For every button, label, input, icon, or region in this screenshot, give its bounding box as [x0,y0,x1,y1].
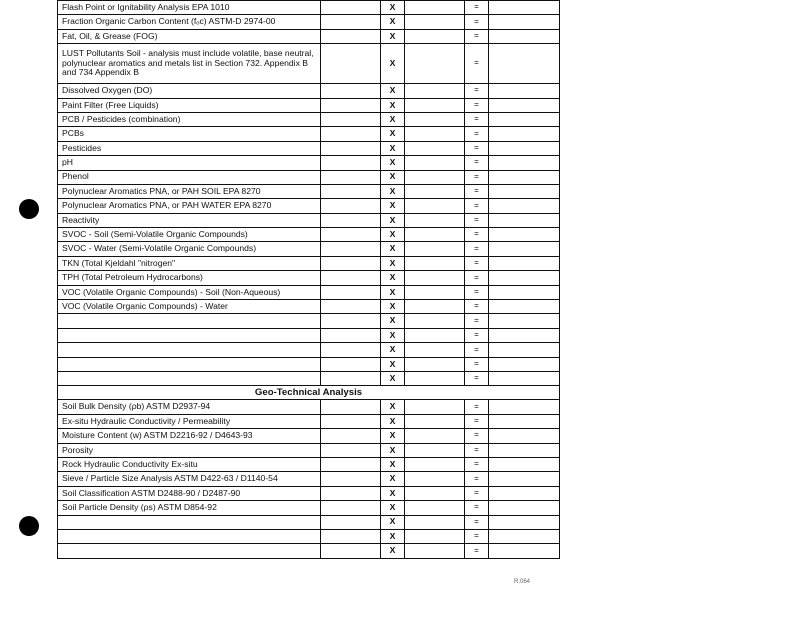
total-cell [489,314,560,328]
equals-sign-cell: = [465,429,489,443]
total-cell [489,371,560,385]
table-row [58,98,560,112]
table-row [58,314,560,328]
cost-cell [321,141,381,155]
equals-sign-cell: = [465,242,489,256]
total-cell [489,515,560,529]
equals-sign-cell: = [465,457,489,471]
multiply-sign-cell: X [381,15,405,29]
analysis-name-cell: Flash Point or Ignitability Analysis EPA 1010 [58,1,321,15]
analysis-name-cell: pH [58,156,321,170]
table-row [58,400,560,414]
analyses-geo-section [58,400,560,558]
analysis-name-cell [58,371,321,385]
analysis-name-cell: Sieve / Particle Size Analysis ASTM D422-63 / D1140-54 [58,472,321,486]
quantity-cell [405,256,465,270]
table-row [58,242,560,256]
cost-cell [321,501,381,515]
analysis-name-cell [58,343,321,357]
table-row [58,472,560,486]
quantity-cell [405,357,465,371]
cost-cell [321,300,381,314]
cost-cell [321,515,381,529]
total-cell [489,141,560,155]
table-row [58,357,560,371]
quantity-cell [405,443,465,457]
cost-cell [321,213,381,227]
analysis-name-cell: SVOC - Water (Semi-Volatile Organic Compounds) [58,242,321,256]
table-row [58,300,560,314]
total-cell [489,328,560,342]
total-cell [489,156,560,170]
page-code: R.064 [514,579,531,585]
analysis-name-cell: Polynuclear Aromatics PNA, or PAH SOIL EPA 8270 [58,184,321,198]
total-cell [489,343,560,357]
cost-cell [321,112,381,126]
multiply-sign-cell: X [381,486,405,500]
cost-cell [321,457,381,471]
multiply-sign-cell: X [381,515,405,529]
table-row [58,486,560,500]
total-cell [489,44,560,84]
multiply-sign-cell: X [381,472,405,486]
equals-sign-cell: = [465,371,489,385]
equals-sign-cell: = [465,501,489,515]
quantity-cell [405,84,465,98]
quantity-cell [405,429,465,443]
multiply-sign-cell: X [381,228,405,242]
multiply-sign-cell: X [381,127,405,141]
cost-cell [321,44,381,84]
multiply-sign-cell: X [381,443,405,457]
total-cell [489,256,560,270]
multiply-sign-cell: X [381,501,405,515]
table-row [58,84,560,98]
multiply-sign-cell: X [381,44,405,84]
total-cell [489,400,560,414]
table-row [58,44,560,84]
total-cell [489,429,560,443]
cost-cell [321,472,381,486]
analysis-name-cell: Soil Particle Density (ρs) ASTM D854-92 [58,501,321,515]
cost-cell [321,84,381,98]
equals-sign-cell: = [465,328,489,342]
total-cell [489,544,560,558]
analysis-name-cell: Dissolved Oxygen (DO) [58,84,321,98]
table-row [58,544,560,558]
table-row [58,457,560,471]
quantity-cell [405,544,465,558]
table-row [58,343,560,357]
analysis-name-cell [58,544,321,558]
analysis-name-cell: Soil Bulk Density (ρb) ASTM D2937-94 [58,400,321,414]
table-row [58,371,560,385]
multiply-sign-cell: X [381,29,405,43]
quantity-cell [405,300,465,314]
total-cell [489,501,560,515]
equals-sign-cell: = [465,127,489,141]
multiply-sign-cell: X [381,170,405,184]
cost-cell [321,343,381,357]
quantity-cell [405,328,465,342]
section-header-row [58,386,560,400]
multiply-sign-cell: X [381,285,405,299]
analysis-name-cell: PCB / Pesticides (combination) [58,112,321,126]
equals-sign-cell: = [465,112,489,126]
analysis-name-cell: Fraction Organic Carbon Content (fₒc) ASTM-D 2974-00 [58,15,321,29]
analysis-name-cell [58,314,321,328]
equals-sign-cell: = [465,400,489,414]
multiply-sign-cell: X [381,371,405,385]
analysis-name-cell: Polynuclear Aromatics PNA, or PAH WATER EPA 8270 [58,199,321,213]
table-row [58,15,560,29]
equals-sign-cell: = [465,256,489,270]
quantity-cell [405,271,465,285]
analysis-name-cell [58,357,321,371]
analysis-name-cell: Moisture Content (w) ASTM D2216-92 / D4643-93 [58,429,321,443]
total-cell [489,1,560,15]
multiply-sign-cell: X [381,457,405,471]
equals-sign-cell: = [465,414,489,428]
analysis-name-cell [58,328,321,342]
equals-sign-cell: = [465,15,489,29]
cost-cell [321,15,381,29]
cost-cell [321,443,381,457]
multiply-sign-cell: X [381,357,405,371]
cost-cell [321,242,381,256]
total-cell [489,529,560,543]
cost-cell [321,29,381,43]
table-row [58,199,560,213]
quantity-cell [405,112,465,126]
total-cell [489,472,560,486]
quantity-cell [405,400,465,414]
multiply-sign-cell: X [381,429,405,443]
quantity-cell [405,472,465,486]
equals-sign-cell: = [465,184,489,198]
multiply-sign-cell: X [381,242,405,256]
quantity-cell [405,515,465,529]
cost-cell [321,285,381,299]
equals-sign-cell: = [465,29,489,43]
analysis-name-cell: Rock Hydraulic Conductivity Ex-situ [58,457,321,471]
analysis-name-cell: Pesticides [58,141,321,155]
equals-sign-cell: = [465,285,489,299]
total-cell [489,357,560,371]
cost-cell [321,127,381,141]
analysis-name-cell: LUST Pollutants Soil - analysis must include volatile, base neutral, polynuclear aromatics and metals list in Section 732. Appendix B and 734 Appendix B [58,44,321,84]
equals-sign-cell: = [465,271,489,285]
quantity-cell [405,242,465,256]
cost-cell [321,400,381,414]
quantity-cell [405,501,465,515]
total-cell [489,486,560,500]
quantity-cell [405,371,465,385]
multiply-sign-cell: X [381,213,405,227]
quantity-cell [405,170,465,184]
equals-sign-cell: = [465,472,489,486]
multiply-sign-cell: X [381,328,405,342]
equals-sign-cell: = [465,529,489,543]
multiply-sign-cell: X [381,300,405,314]
cost-cell [321,271,381,285]
multiply-sign-cell: X [381,400,405,414]
analysis-name-cell: TPH (Total Petroleum Hydrocarbons) [58,271,321,285]
total-cell [489,457,560,471]
analysis-name-cell: VOC (Volatile Organic Compounds) - Water [58,300,321,314]
analysis-name-cell: Fat, Oil, & Grease (FOG) [58,29,321,43]
multiply-sign-cell: X [381,156,405,170]
equals-sign-cell: = [465,228,489,242]
multiply-sign-cell: X [381,529,405,543]
table-row [58,127,560,141]
quantity-cell [405,199,465,213]
total-cell [489,300,560,314]
multiply-sign-cell: X [381,271,405,285]
table-row [58,141,560,155]
equals-sign-cell: = [465,98,489,112]
equals-sign-cell: = [465,515,489,529]
equals-sign-cell: = [465,1,489,15]
quantity-cell [405,285,465,299]
table-row [58,515,560,529]
cost-cell [321,170,381,184]
equals-sign-cell: = [465,84,489,98]
analysis-name-cell: Paint Filter (Free Liquids) [58,98,321,112]
table-row [58,170,560,184]
quantity-cell [405,98,465,112]
equals-sign-cell: = [465,486,489,500]
table-row [58,328,560,342]
cost-cell [321,228,381,242]
geo-section-header [58,386,560,400]
total-cell [489,271,560,285]
quantity-cell [405,1,465,15]
analyses-top-section [58,1,560,386]
cost-cell [321,429,381,443]
quantity-cell [405,457,465,471]
total-cell [489,213,560,227]
total-cell [489,242,560,256]
table-row [58,184,560,198]
multiply-sign-cell: X [381,84,405,98]
cost-cell [321,256,381,270]
table-row [58,501,560,515]
analysis-name-cell: Reactivity [58,213,321,227]
table-row [58,112,560,126]
total-cell [489,112,560,126]
multiply-sign-cell: X [381,98,405,112]
quantity-cell [405,228,465,242]
cost-cell [321,156,381,170]
analysis-name-cell: SVOC - Soil (Semi-Volatile Organic Compounds) [58,228,321,242]
quantity-cell [405,184,465,198]
cost-cell [321,328,381,342]
cost-cell [321,184,381,198]
analysis-cost-table [57,0,560,559]
table-row [58,443,560,457]
analysis-name-cell [58,515,321,529]
table-row [58,29,560,43]
total-cell [489,285,560,299]
multiply-sign-cell: X [381,112,405,126]
table-row [58,256,560,270]
equals-sign-cell: = [465,443,489,457]
table-row [58,228,560,242]
quantity-cell [405,529,465,543]
equals-sign-cell: = [465,44,489,84]
multiply-sign-cell: X [381,314,405,328]
equals-sign-cell: = [465,170,489,184]
total-cell [489,15,560,29]
analysis-name-cell: Porosity [58,443,321,457]
cost-cell [321,314,381,328]
equals-sign-cell: = [465,357,489,371]
analysis-name-cell: Phenol [58,170,321,184]
analysis-name-cell: Soil Classification ASTM D2488-90 / D2487-90 [58,486,321,500]
analysis-name-cell: Ex-situ Hydraulic Conductivity / Permeability [58,414,321,428]
quantity-cell [405,156,465,170]
cost-cell [321,486,381,500]
cost-cell [321,1,381,15]
cost-cell [321,199,381,213]
quantity-cell [405,414,465,428]
quantity-cell [405,15,465,29]
analysis-name-cell: TKN (Total Kjeldahl "nitrogen" [58,256,321,270]
multiply-sign-cell: X [381,1,405,15]
table-row [58,429,560,443]
analysis-name-cell [58,529,321,543]
quantity-cell [405,343,465,357]
analysis-name-cell: PCBs [58,127,321,141]
total-cell [489,170,560,184]
cost-cell [321,529,381,543]
total-cell [489,84,560,98]
multiply-sign-cell: X [381,544,405,558]
multiply-sign-cell: X [381,343,405,357]
cost-cell [321,98,381,112]
table-row [58,156,560,170]
section-title: Geo-Technical Analysis [58,386,560,400]
total-cell [489,199,560,213]
total-cell [489,98,560,112]
cost-cell [321,544,381,558]
table-row [58,271,560,285]
table-row [58,285,560,299]
cost-cell [321,357,381,371]
total-cell [489,29,560,43]
total-cell [489,228,560,242]
equals-sign-cell: = [465,343,489,357]
equals-sign-cell: = [465,544,489,558]
table-row [58,414,560,428]
quantity-cell [405,314,465,328]
equals-sign-cell: = [465,199,489,213]
quantity-cell [405,213,465,227]
total-cell [489,184,560,198]
multiply-sign-cell: X [381,199,405,213]
cost-cell [321,371,381,385]
multiply-sign-cell: X [381,256,405,270]
quantity-cell [405,29,465,43]
quantity-cell [405,141,465,155]
quantity-cell [405,486,465,500]
multiply-sign-cell: X [381,184,405,198]
equals-sign-cell: = [465,156,489,170]
table-row [58,213,560,227]
equals-sign-cell: = [465,300,489,314]
quantity-cell [405,127,465,141]
table-row [58,1,560,15]
analysis-name-cell: VOC (Volatile Organic Compounds) - Soil (Non-Aqueous) [58,285,321,299]
multiply-sign-cell: X [381,414,405,428]
binder-hole [19,199,39,219]
binder-hole [19,516,39,536]
table-row [58,529,560,543]
cost-cell [321,414,381,428]
quantity-cell [405,44,465,84]
equals-sign-cell: = [465,314,489,328]
total-cell [489,414,560,428]
total-cell [489,127,560,141]
equals-sign-cell: = [465,141,489,155]
multiply-sign-cell: X [381,141,405,155]
total-cell [489,443,560,457]
equals-sign-cell: = [465,213,489,227]
